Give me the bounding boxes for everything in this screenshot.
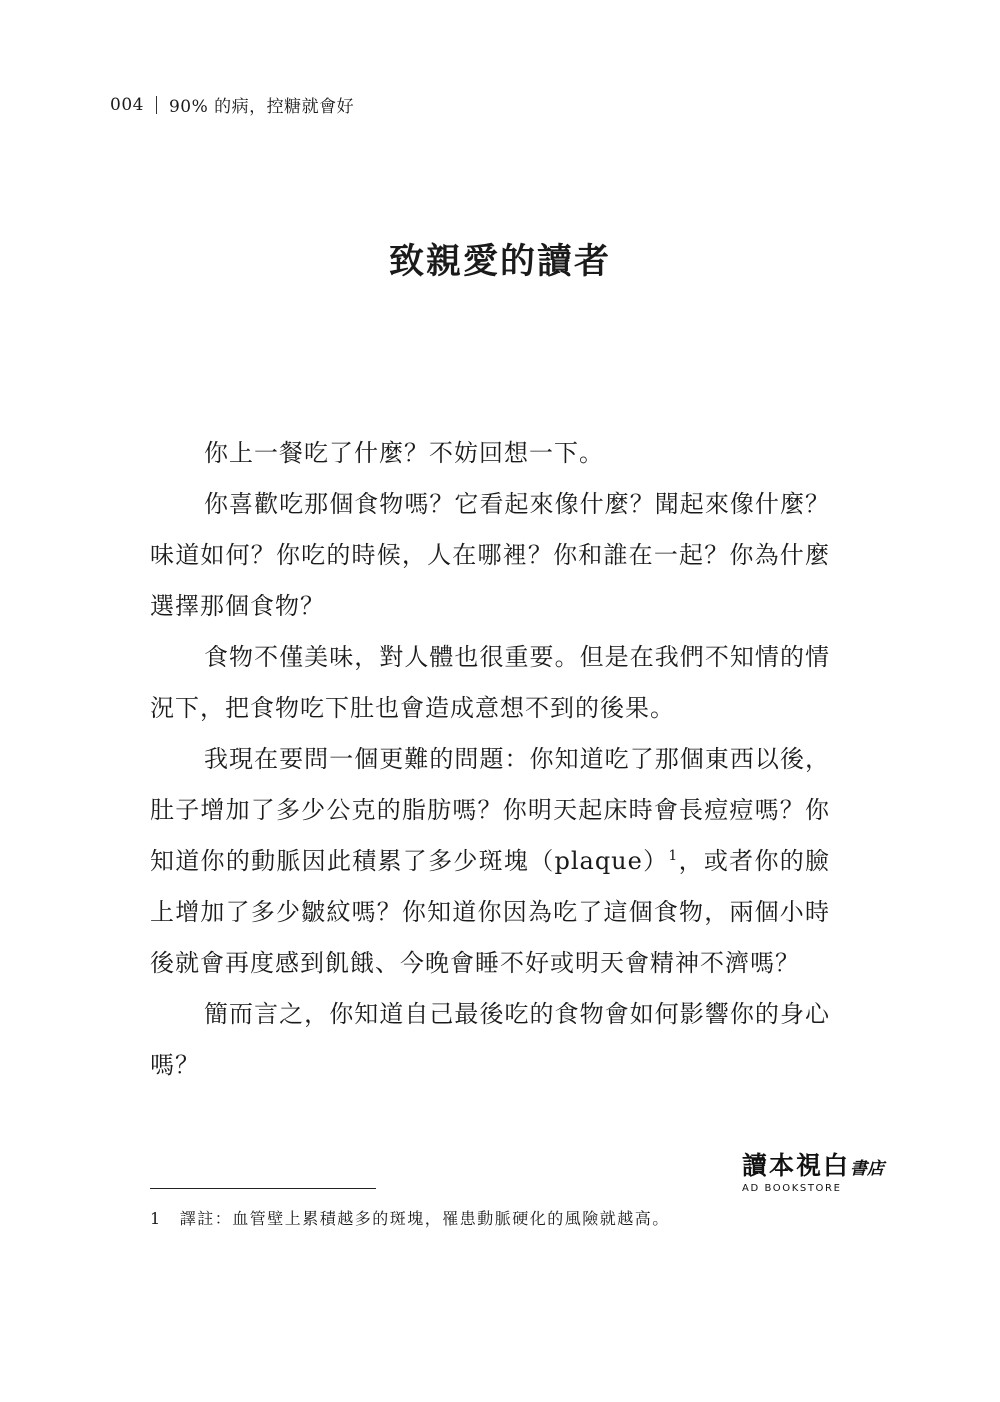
paragraph-3: 食物不僅美味，對人體也很重要。但是在我們不知情的情況下，把食物吃下肚也會造成意想不到的後果。 — [150, 643, 830, 722]
watermark-chinese — [742, 1152, 892, 1183]
paragraph-4-text-before: 我現在要問一個更難的問題：你知道吃了那個東西以後，肚子增加了多少公克的脂肪嗎？你明天起床時會長痘痘嗎？你知道你的動脈因此積累了多少斑塊（plaque） — [150, 745, 830, 875]
book-title: 90% 的病，控糖就會好 — [168, 97, 355, 117]
paragraph-1: 你上一餐吃了什麼？不妨回想一下。 — [204, 439, 604, 467]
footnote-reference: 1 — [668, 848, 679, 864]
watermark-suffix: 書店 — [850, 1159, 885, 1179]
running-head — [110, 92, 354, 117]
paragraph-2: 你喜歡吃那個食物嗎？它看起來像什麼？聞起來像什麼？味道如何？你吃的時候，人在哪裡？你和誰在一起？你為什麼選擇那個食物？ — [150, 490, 830, 620]
footnote-number: 1 — [150, 1209, 162, 1228]
footnote-text: 譯註：血管壁上累積越多的斑塊，罹患動脈硬化的風險就越高。 — [179, 1209, 670, 1228]
header-divider — [156, 96, 157, 114]
footnote — [150, 1206, 670, 1229]
watermark-english: AD BOOKSTORE — [742, 1183, 842, 1194]
watermark-name: 讀本視白 — [742, 1151, 851, 1180]
bookstore-watermark-logo — [742, 1152, 892, 1195]
paragraph-4-text-after: ，或者你的臉上增加了多少皺紋嗎？你知道你因為吃了這個食物，兩個小時後就會再度感到飢餓、今晚會睡不好或明天會精神不濟嗎？ — [150, 847, 831, 977]
chapter-title: 致親愛的讀者 — [388, 241, 611, 282]
footnote-divider — [150, 1188, 376, 1189]
body-text — [150, 428, 830, 1091]
paragraph-4 — [150, 734, 830, 989]
paragraph-5: 簡而言之，你知道自己最後吃的食物會如何影響你的身心嗎？ — [150, 1000, 830, 1079]
page-number: 004 — [110, 94, 144, 115]
